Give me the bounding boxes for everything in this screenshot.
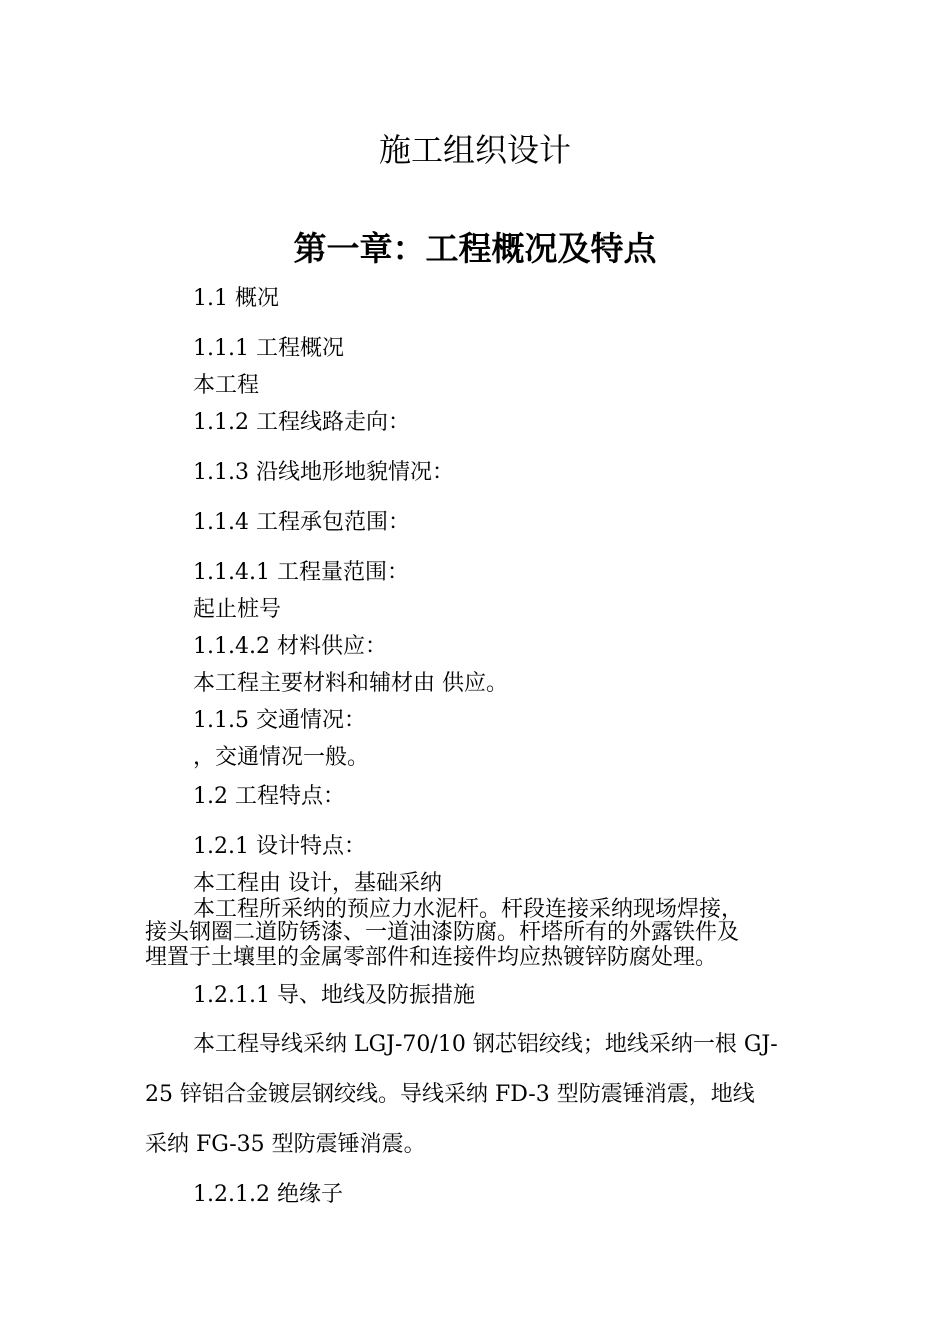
paragraph-line: 埋置于土壤里的金属零部件和连接件均应热镀锌防腐处理。 bbox=[145, 945, 718, 970]
section-heading: 1.1.4.2 材料供应： bbox=[193, 634, 387, 659]
body-line: 本工程由 设计，基础采纳 bbox=[193, 871, 442, 896]
chapter-title: 第一章：工程概况及特点 bbox=[293, 229, 657, 268]
paragraph-line: 本工程导线采纳 LGJ-70/10 钢芯铝绞线；地线采纳一根 GJ- bbox=[193, 1032, 778, 1057]
section-heading: 1.1.5 交通情况： bbox=[193, 708, 366, 733]
paragraph-line: 本工程所采纳的预应力水泥杆。杆段连接采纳现场焊接， bbox=[193, 897, 744, 922]
section-heading: 1.1.4.1 工程量范围： bbox=[193, 560, 409, 585]
section-heading: 1.1.1 工程概况 bbox=[193, 336, 344, 361]
section-heading: 1.1 概况 bbox=[193, 286, 279, 311]
body-line: 本工程主要材料和辅材由 供应。 bbox=[193, 671, 508, 696]
paragraph-line: 25 锌铝合金镀层钢绞线。导线采纳 FD-3 型防震锤消震，地线 bbox=[145, 1082, 755, 1107]
section-heading: 1.2 工程特点： bbox=[193, 784, 345, 809]
document-title: 施工组织设计 bbox=[378, 131, 571, 169]
paragraph-line: 采纳 FG-35 型防震锤消震。 bbox=[145, 1132, 426, 1157]
section-heading: 1.1.2 工程线路走向： bbox=[193, 410, 410, 435]
body-line: 本工程 bbox=[193, 373, 260, 398]
section-heading: 1.1.3 沿线地形地貌情况： bbox=[193, 460, 454, 485]
section-heading: 1.1.4 工程承包范围： bbox=[193, 510, 410, 535]
section-heading: 1.2.1.1 导、地线及防振措施 bbox=[193, 983, 475, 1008]
section-heading: 1.2.1 设计特点： bbox=[193, 834, 366, 859]
paragraph-line: 接头钢圈二道防锈漆、一道油漆防腐。杆塔所有的外露铁件及 bbox=[145, 920, 740, 945]
section-heading: 1.2.1.2 绝缘子 bbox=[193, 1182, 343, 1207]
body-line: ，交通情况一般。 bbox=[193, 745, 370, 770]
body-line: 起止桩号 bbox=[193, 597, 282, 622]
